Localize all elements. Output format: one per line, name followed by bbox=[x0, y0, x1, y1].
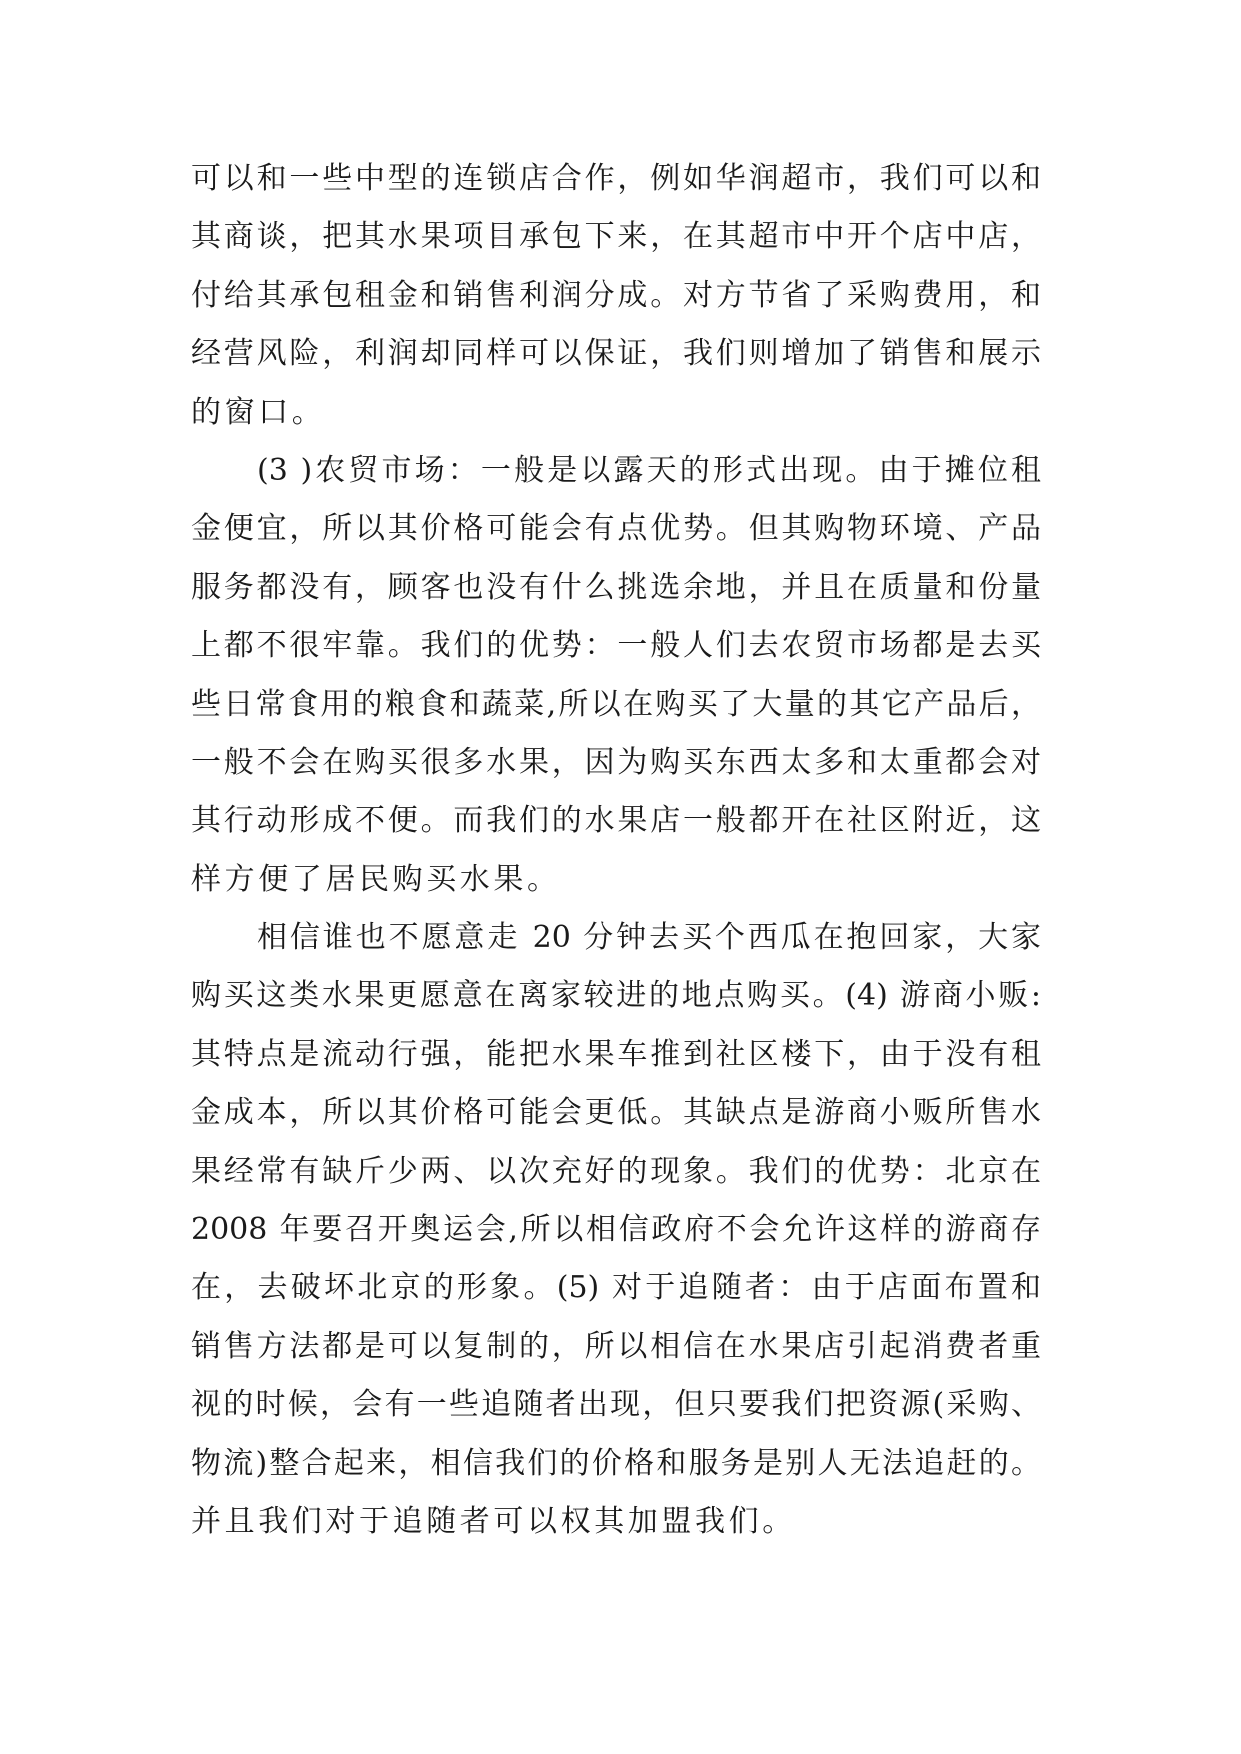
text-line: 些日常食用的粮食和蔬菜,所以在购买了大量的其它产品后， bbox=[191, 686, 1041, 722]
text-line: 经营风险，利润却同样可以保证，我们则增加了销售和展示 bbox=[191, 336, 1041, 372]
text-line: 其商谈，把其水果项目承包下来，在其超市中开个店中店， bbox=[191, 219, 1041, 255]
text-line: 金便宜，所以其价格可能会有点优势。但其购物环境、产品 bbox=[191, 511, 1041, 547]
text-line: 可以和一些中型的连锁店合作，例如华润超市，我们可以和 bbox=[191, 161, 1041, 196]
text-line: 视的时候，会有一些追随者出现，但只要我们把资源(采购、 bbox=[191, 1387, 1041, 1423]
body-text bbox=[191, 150, 1041, 1551]
text-line: 2008 年要召开奥运会,所以相信政府不会允许这样的游商存 bbox=[191, 1212, 1041, 1248]
text-line: 的窗口。 bbox=[191, 394, 326, 430]
text-line: 样方便了居民购买水果。 bbox=[191, 861, 561, 897]
text-line: (3 )农贸市场：一般是以露天的形式出现。由于摊位租 bbox=[257, 452, 1041, 488]
text-line: 销售方法都是可以复制的，所以相信在水果店引起消费者重 bbox=[191, 1328, 1041, 1364]
text-line: 一般不会在购买很多水果，因为购买东西太多和太重都会对 bbox=[191, 744, 1041, 780]
text-line: 付给其承包租金和销售利润分成。对方节省了采购费用，和 bbox=[191, 277, 1041, 313]
text-line: 服务都没有，顾客也没有什么挑选余地，并且在质量和份量 bbox=[191, 569, 1041, 605]
text-line: 在，去破坏北京的形象。(5) 对于追随者：由于店面布置和 bbox=[191, 1270, 1041, 1306]
text-line: 并且我们对于追随者可以权其加盟我们。 bbox=[191, 1503, 796, 1539]
text-line: 物流)整合起来，相信我们的价格和服务是别人无法追赶的。 bbox=[191, 1445, 1041, 1481]
text-line: 其行动形成不便。而我们的水果店一般都开在社区附近，这 bbox=[191, 803, 1041, 839]
text-line: 果经常有缺斤少两、以次充好的现象。我们的优势：北京在 bbox=[191, 1153, 1041, 1189]
text-line: 其特点是流动行强，能把水果车推到社区楼下，由于没有租 bbox=[191, 1036, 1041, 1072]
text-line: 购买这类水果更愿意在离家较进的地点购买。(4) 游商小贩: bbox=[191, 978, 1041, 1014]
text-line: 金成本，所以其价格可能会更低。其缺点是游商小贩所售水 bbox=[191, 1095, 1041, 1131]
text-line: 上都不很牢靠。我们的优势：一般人们去农贸市场都是去买 bbox=[191, 628, 1041, 664]
text-line: 相信谁也不愿意走 20 分钟去买个西瓜在抱回家，大家 bbox=[257, 920, 1041, 956]
